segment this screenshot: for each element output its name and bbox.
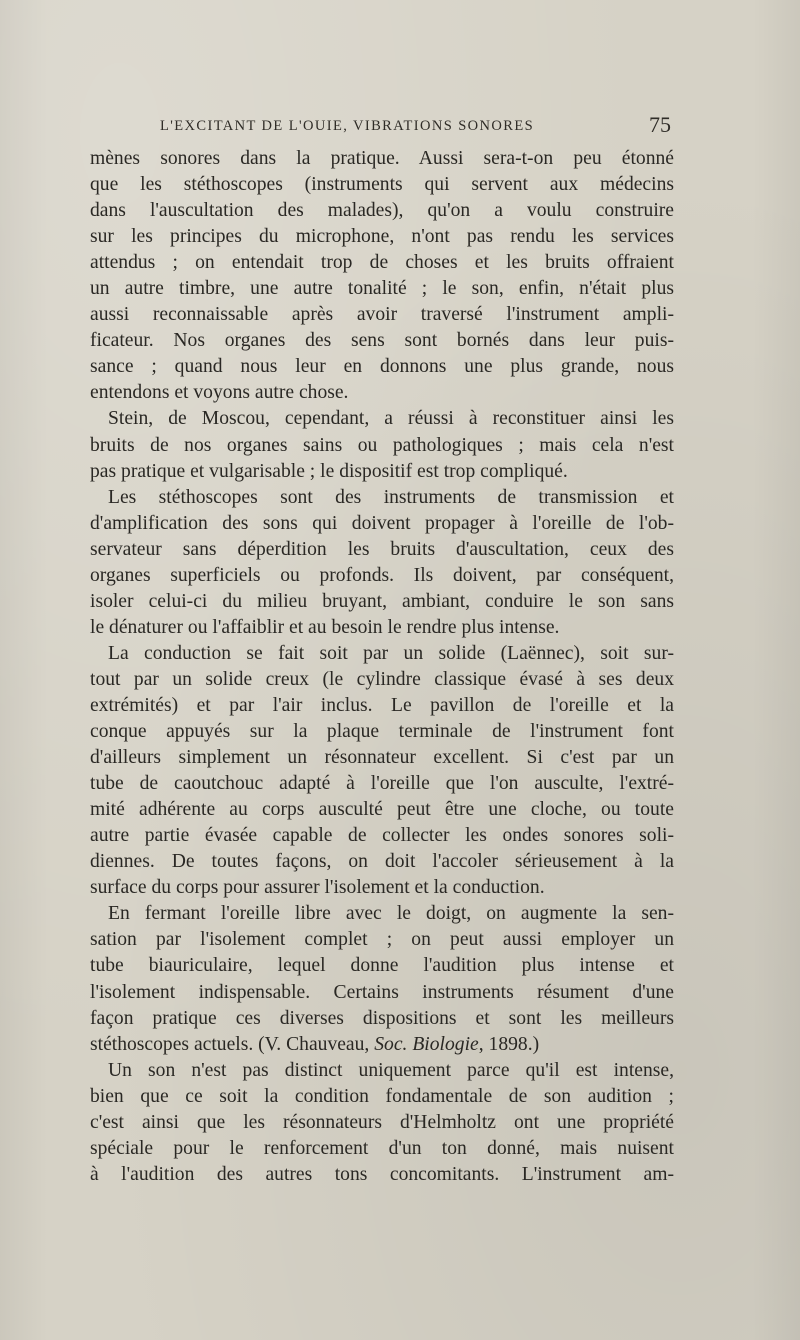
text-line: diennes. De toutes façons, on doit l'accoler sérieusement à la <box>90 851 674 873</box>
text-line: d'amplification des sons qui doivent propager à l'oreille de l'ob- <box>90 512 674 534</box>
page-number: 75 <box>649 112 671 137</box>
text-line: pas pratique et vulgarisable ; le dispositif est trop compliqué. <box>90 460 568 482</box>
text-line: La conduction se fait soit par un solide (Laënnec), soit sur- <box>108 642 674 664</box>
text-line: mènes sonores dans la pratique. Aussi sera-t-on peu étonné <box>90 148 674 169</box>
text-line: bien que ce soit la condition fondamentale de son audition ; <box>90 1085 674 1107</box>
text-line: En fermant l'oreille libre avec le doigt, on augmente la sen- <box>108 903 674 925</box>
text-line: servateur sans déperdition les bruits d'auscultation, ceux des <box>90 538 674 560</box>
text-line: surface du corps pour assurer l'isolement et la conduction. <box>90 877 545 899</box>
text-line: entendons et voyons autre chose. <box>90 382 349 404</box>
text-line: bruits de nos organes sains ou pathologiques ; mais cela n'est <box>90 434 674 456</box>
text-line: Les stéthoscopes sont des instruments de transmission et <box>108 486 674 508</box>
text-line: le dénaturer ou l'affaiblir et au besoin le rendre plus intense. <box>90 616 560 638</box>
text-line: à l'audition des autres tons concomitants. L'instrument am- <box>90 1163 674 1185</box>
text-line: isoler celui-ci du milieu bruyant, ambiant, conduire le son sans <box>90 590 674 612</box>
text-line: extrémités) et par l'air inclus. Le pavillon de l'oreille et la <box>90 694 674 716</box>
text-line: Un son n'est pas distinct uniquement parce qu'il est intense, <box>108 1059 674 1081</box>
running-title: L'EXCITANT DE L'OUIE, VIBRATIONS SONORES <box>160 118 535 134</box>
text-line: tube biauriculaire, lequel donne l'audition plus intense et <box>90 955 674 977</box>
text-line: tube de caoutchouc adapté à l'oreille que l'on ausculte, l'extré- <box>90 773 674 795</box>
citation-journal: Soc. Biologie <box>374 1033 479 1055</box>
text-line: aussi reconnaissable après avoir traversé l'instrument ampli- <box>90 304 674 326</box>
text-line: dans l'auscultation des malades), qu'on a voulu construire <box>90 200 674 222</box>
citation-year: , 1898.) <box>478 1033 540 1055</box>
citation-lead: stéthoscopes actuels. (V. Chauveau, <box>90 1033 375 1055</box>
text-line: ficateur. Nos organes des sens sont bornés dans leur puis- <box>90 330 674 352</box>
text-line: sance ; quand nous leur en donnons une plus grande, nous <box>90 356 674 378</box>
text-line: autre partie évasée capable de collecter les ondes sonores soli- <box>90 825 674 847</box>
text-line: sur les principes du microphone, n'ont pas rendu les services <box>90 226 674 248</box>
text-line: sation par l'isolement complet ; on peut aussi employer un <box>90 929 674 951</box>
text-line: un autre timbre, une autre tonalité ; le son, enfin, n'était plus <box>90 278 674 300</box>
text-line: que les stéthoscopes (instruments qui servent aux médecins <box>90 174 674 196</box>
text-line: conque appuyés sur la plaque terminale de l'instrument font <box>90 721 674 743</box>
text-line: façon pratique ces diverses dispositions et sont les meilleurs <box>90 1007 674 1029</box>
text-line: l'isolement indispensable. Certains instruments résument d'une <box>90 981 674 1003</box>
text-line: organes superficiels ou profonds. Ils doivent, par conséquent, <box>90 564 674 586</box>
running-head <box>160 112 675 140</box>
text-line-with-citation <box>90 1032 674 1058</box>
text-line: tout par un solide creux (le cylindre classique évasé à ses deux <box>90 668 674 690</box>
text-line: d'ailleurs simplement un résonnateur excellent. Si c'est par un <box>90 747 674 769</box>
text-line: attendus ; on entendait trop de choses et les bruits offraient <box>90 252 674 274</box>
text-line: spéciale pour le renforcement d'un ton donné, mais nuisent <box>90 1137 674 1159</box>
text-line: mité adhérente au corps ausculté peut être une cloche, ou toute <box>90 799 674 821</box>
text-line: Stein, de Moscou, cependant, a réussi à reconstituer ainsi les <box>108 408 674 430</box>
text-line: c'est ainsi que les résonnateurs d'Helmholtz ont une propriété <box>90 1111 674 1133</box>
body-text <box>90 146 674 1188</box>
